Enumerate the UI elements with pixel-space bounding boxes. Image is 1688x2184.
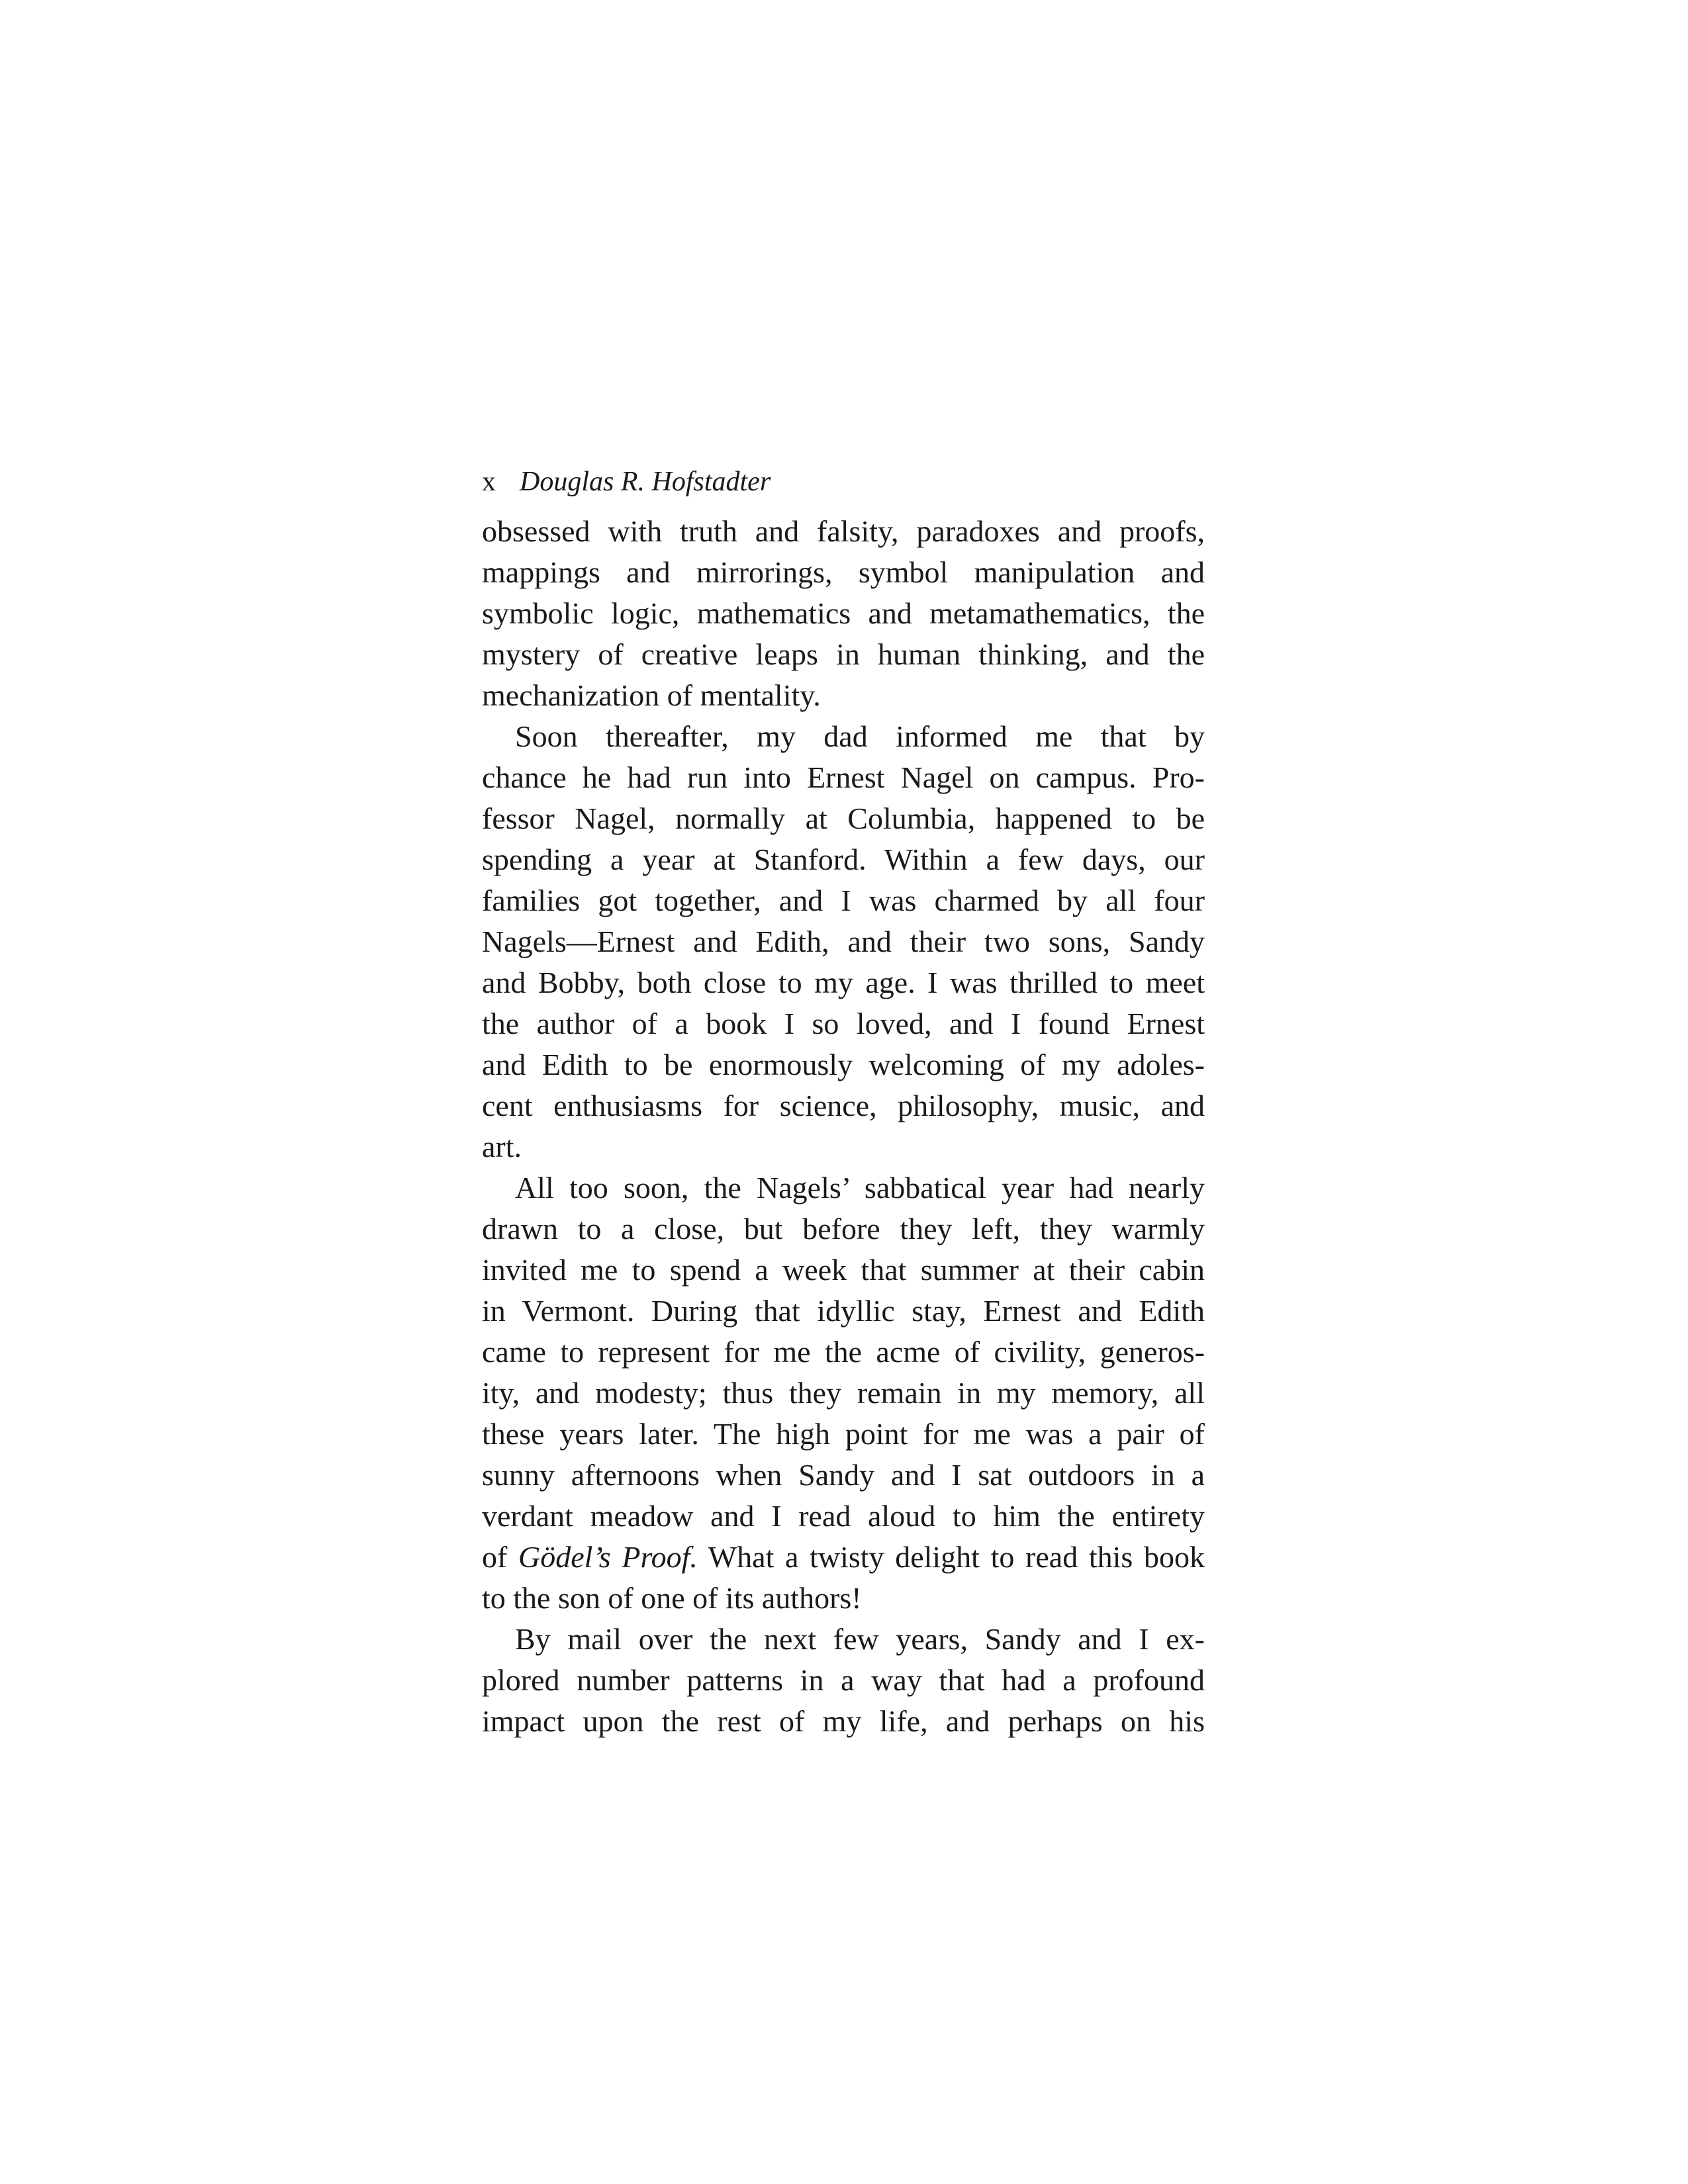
running-head — [482, 463, 771, 500]
text-line: fessor Nagel, normally at Columbia, happened to be — [482, 801, 1205, 835]
text-line: families got together, and I was charmed by all four — [482, 884, 1205, 917]
text-line: Soon thereafter, my dad informed me that by — [515, 719, 1205, 753]
text-line: symbolic logic, mathematics and metamathematics, the — [482, 596, 1205, 630]
text-line: obsessed with truth and falsity, paradoxes and proofs, — [482, 514, 1205, 548]
text-line: came to represent for me the acme of civility, generos- — [482, 1335, 1205, 1369]
text-line: to the son of one of its authors! — [482, 1581, 862, 1615]
page-number: x — [482, 467, 496, 497]
text-line: chance he had run into Ernest Nagel on campus. Pro- — [482, 760, 1205, 794]
text-line: By mail over the next few years, Sandy and I ex- — [515, 1622, 1205, 1656]
text-line: art. — [482, 1130, 522, 1163]
text-line: in Vermont. During that idyllic stay, Ernest and Edith — [482, 1294, 1205, 1328]
text-line-with-title — [482, 1537, 1205, 1578]
text-line: mystery of creative leaps in human thinking, and the — [482, 637, 1205, 671]
text-line: plored number patterns in a way that had a profound — [482, 1663, 1205, 1697]
text-line: All too soon, the Nagels’ sabbatical year had nearly — [515, 1171, 1205, 1205]
text-line: and Bobby, both close to my age. I was thrilled to meet — [482, 966, 1205, 999]
text-line: cent enthusiasms for science, philosophy, music, and — [482, 1089, 1205, 1122]
text-line: mappings and mirrorings, symbol manipulation and — [482, 555, 1205, 589]
text-line: Nagels—Ernest and Edith, and their two sons, Sandy — [482, 925, 1205, 958]
body-text — [482, 511, 1205, 1742]
paragraph — [482, 511, 1205, 716]
text-line: spending a year at Stanford. Within a few days, our — [482, 842, 1205, 876]
text-line: and Edith to be enormously welcoming of my adoles- — [482, 1048, 1205, 1081]
text-line: verdant meadow and I read aloud to him the entirety — [482, 1499, 1205, 1533]
text-line: the author of a book I so loved, and I found Ernest — [482, 1007, 1205, 1040]
text-line: invited me to spend a week that summer at their cabin — [482, 1253, 1205, 1287]
paragraph — [482, 1619, 1205, 1742]
text-line: mechanization of mentality. — [482, 678, 821, 712]
text-line: sunny afternoons when Sandy and I sat outdoors in a — [482, 1458, 1205, 1492]
paragraph — [482, 716, 1205, 1167]
book-title: Gödel’s Proof. — [518, 1540, 698, 1574]
text-line: drawn to a close, but before they left, they warmly — [482, 1212, 1205, 1246]
text-line: impact upon the rest of my life, and perhaps on his — [482, 1704, 1205, 1738]
text-fragment: What a twisty delight to read this book — [697, 1540, 1205, 1574]
paragraph — [482, 1167, 1205, 1619]
text-line: ity, and modesty; thus they remain in my memory, all — [482, 1376, 1205, 1410]
running-head-author: Douglas R. Hofstadter — [520, 467, 771, 497]
text-fragment: of — [482, 1540, 518, 1574]
text-line: these years later. The high point for me was a pair of — [482, 1417, 1205, 1451]
